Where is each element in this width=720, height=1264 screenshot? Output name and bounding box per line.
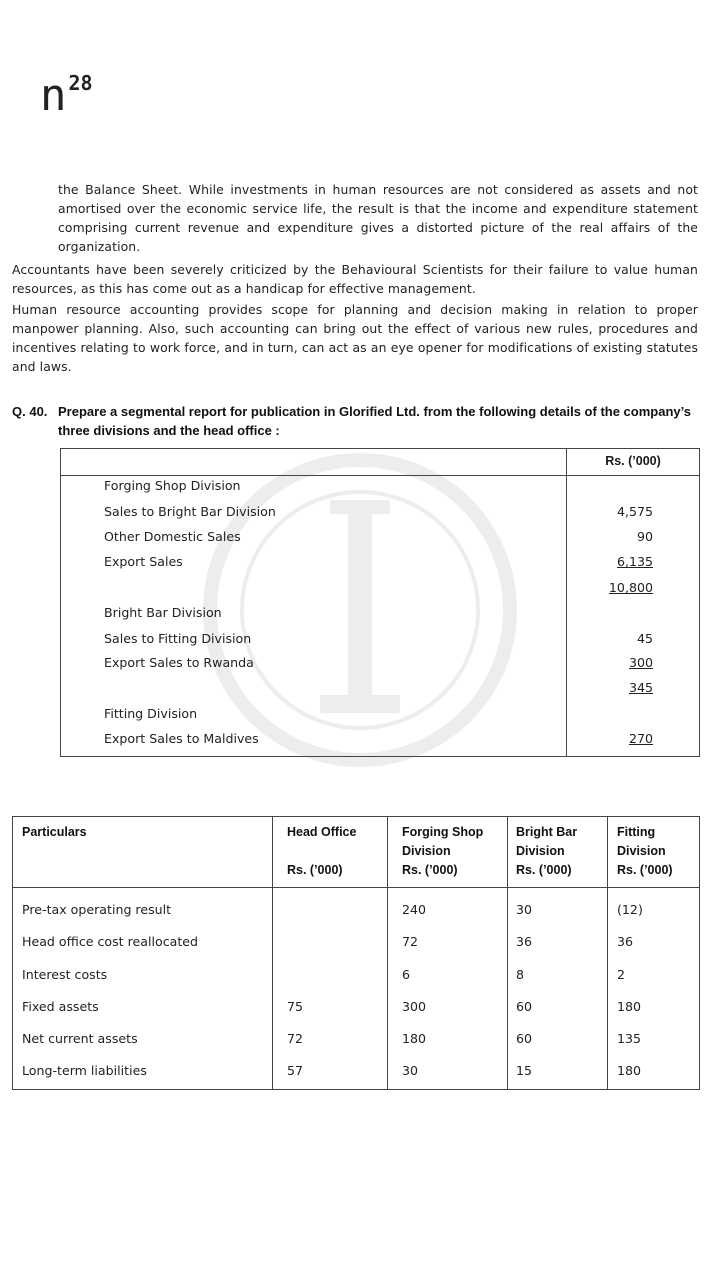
sales-details-table [60,448,700,757]
table2-column-divider [607,817,608,1089]
header-head-office: Head Office [287,825,357,839]
subtotal-value: 10,800 [608,580,653,595]
row-value: 4,575 [616,504,653,519]
header-fitting-line1: Fitting [617,825,656,839]
table1-amount-header: Rs. (’000) [605,454,661,468]
header-head-office-unit: Rs. (’000) [287,863,343,877]
paragraph-balance-sheet: the Balance Sheet. While investments in human resources are not considered as assets and not amortised over the economic service life, the result is that the income and expenditure statement comprising current revenue and expenditure gives a distorted picture of the real affairs of the organization. [58,182,698,254]
table1-column-divider [566,449,567,756]
cell-bright: 30 [516,902,533,917]
segment-data-table [12,816,700,1090]
paragraph-criticism: Accountants have been severely criticized by the Behavioural Scientists for their failure to value human resources, as this has come out as a handicap for effective management. [12,262,698,296]
header-forging-line3: Rs. (’000) [402,863,458,877]
brand-logo [40,70,93,121]
cell-forging: 30 [402,1063,419,1078]
cell-fitting: 135 [617,1031,642,1046]
row-value: 270 [628,731,653,746]
cell-fitting: (12) [617,902,643,917]
cell-forging: 300 [402,999,427,1014]
cell-forging: 6 [402,967,411,982]
row-label: Export Sales to Maldives [104,731,259,746]
table2-column-divider [272,817,273,1089]
division-heading: Forging Shop Division [104,478,241,493]
cell-bright: 8 [516,967,525,982]
subtotal-value: 345 [628,680,653,695]
header-fitting-line3: Rs. (’000) [617,863,673,877]
cell-fitting: 180 [617,999,642,1014]
logo-base: n [40,70,67,121]
division-heading: Bright Bar Division [104,605,222,620]
cell-fitting: 2 [617,967,626,982]
row-particular: Net current assets [22,1031,138,1046]
cell-bright: 15 [516,1063,533,1078]
cell-bright: 60 [516,1031,533,1046]
question-text: Prepare a segmental report for publication in Glorified Ltd. from the following details of the company’s three divisions and the head office : [58,404,691,438]
header-bright-line2: Division [516,844,565,858]
question-40 [12,402,702,440]
cell-bright: 36 [516,934,533,949]
row-value: 90 [636,529,653,544]
cell-head-office: 72 [287,1031,304,1046]
row-particular: Fixed assets [22,999,99,1014]
cell-head-office: 75 [287,999,304,1014]
table2-column-divider [507,817,508,1089]
header-bright-line1: Bright Bar [516,825,578,839]
row-particular: Pre-tax operating result [22,902,172,917]
table1-header-divider [61,475,699,476]
header-particulars: Particulars [22,825,87,839]
row-particular: Long-term liabilities [22,1063,147,1078]
cell-fitting: 36 [617,934,634,949]
row-label: Export Sales to Rwanda [104,655,254,670]
row-value: 45 [636,631,653,646]
table2-header-divider [13,887,699,888]
row-label: Export Sales [104,554,183,569]
logo-superscript: 28 [68,71,93,95]
cell-head-office: 57 [287,1063,304,1078]
row-particular: Interest costs [22,967,108,982]
cell-forging: 240 [402,902,427,917]
cell-forging: 72 [402,934,419,949]
header-forging-line1: Forging Shop [402,825,484,839]
question-number: Q. 40. [12,404,48,419]
header-fitting-line2: Division [617,844,666,858]
cell-forging: 180 [402,1031,427,1046]
row-value: 300 [628,655,653,670]
row-label: Other Domestic Sales [104,529,241,544]
cell-fitting: 180 [617,1063,642,1078]
row-label: Sales to Fitting Division [104,631,252,646]
table2-column-divider [387,817,388,1089]
header-forging-line2: Division [402,844,451,858]
header-bright-line3: Rs. (’000) [516,863,572,877]
row-value: 6,135 [616,554,653,569]
row-particular: Head office cost reallocated [22,934,199,949]
paragraph-hra-scope: Human resource accounting provides scope for planning and decision making in relation to proper manpower planning. Also, such accounting can bring out the effect of various new rules, procedures and incentives relating to work force, and in turn, can act as an eye opener for modifications of existing statutes and laws. [12,302,698,374]
cell-bright: 60 [516,999,533,1014]
row-label: Sales to Bright Bar Division [104,504,276,519]
division-heading: Fitting Division [104,706,198,721]
